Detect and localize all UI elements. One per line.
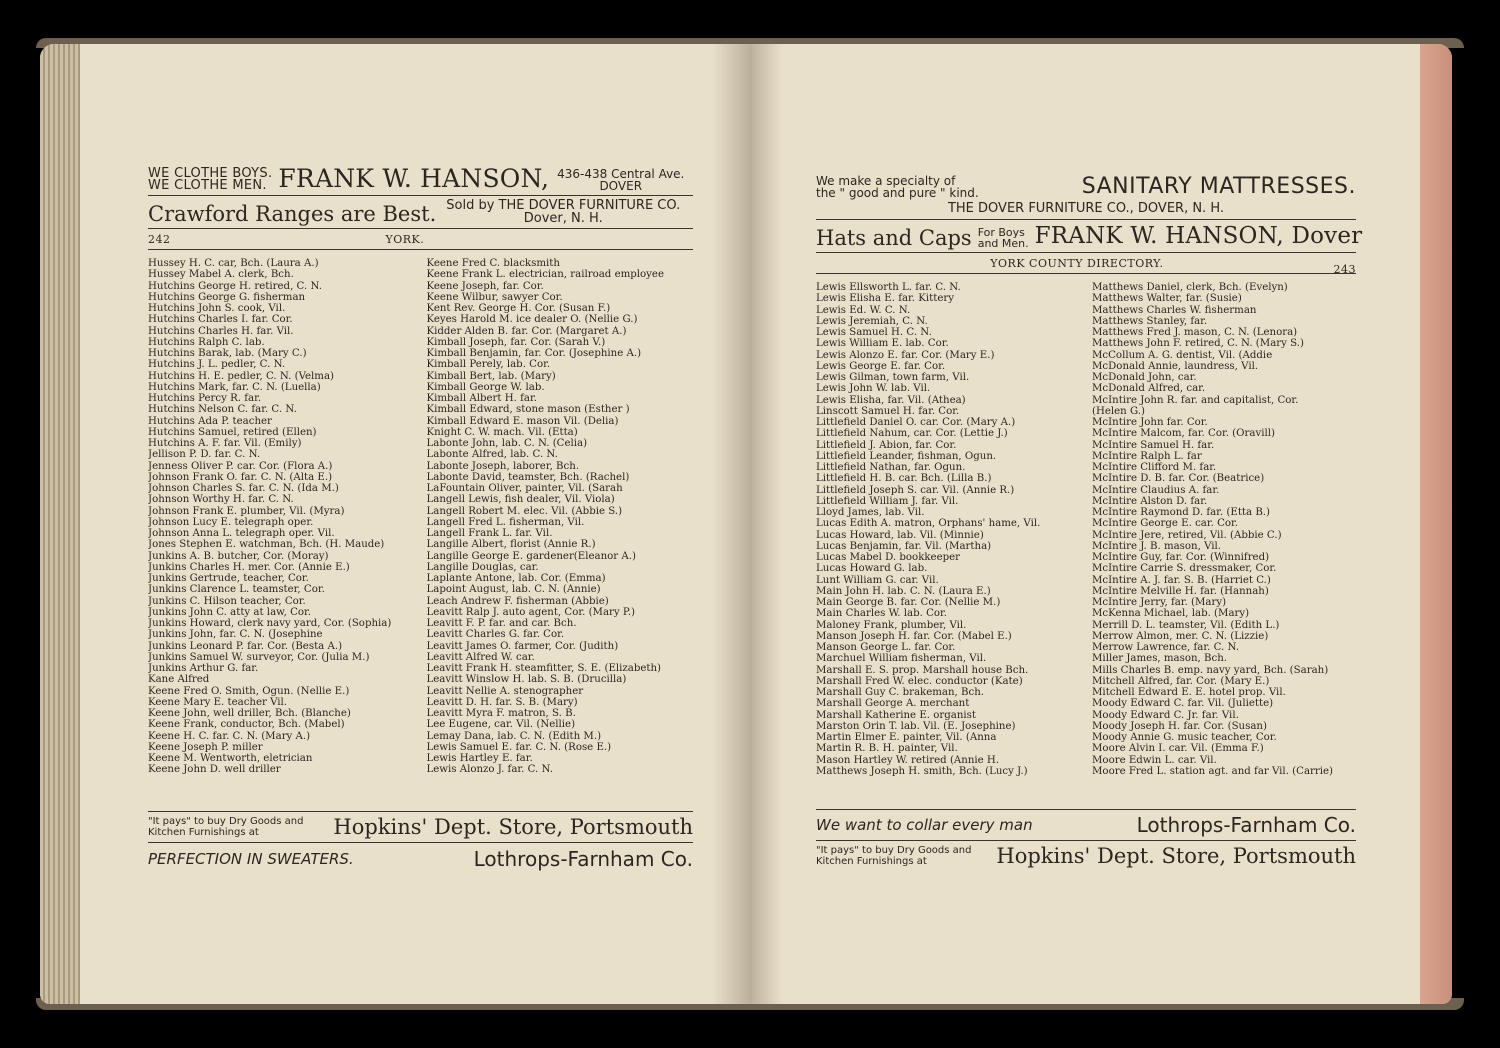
directory-entry: Labonte David, teamster, Bch. (Rachel) xyxy=(426,471,630,483)
footer-small-1: "It pays" to buy Dry Goods and xyxy=(148,816,304,827)
directory-entry: Keene H. C. far. C. N. (Mary A.) xyxy=(148,730,311,742)
directory-entry: Linscott Samuel H. far. Cor. xyxy=(816,405,960,417)
directory-entry: Lewis John W. lab. Vil. xyxy=(816,383,931,395)
directory-entry: Langell Frank L. far. Vil. xyxy=(426,528,553,539)
directory-column-1 xyxy=(148,258,415,776)
directory-entry: Marshall Katherine E. organist xyxy=(816,709,976,721)
directory-columns xyxy=(148,258,693,776)
directory-entry: Hutchins George G. fisherman xyxy=(148,291,306,303)
directory-entry: Hutchins Nelson C. far. C. N. xyxy=(148,404,297,416)
directory-column-1 xyxy=(816,282,1080,777)
ad-line-1: We make a specialty of xyxy=(816,174,956,188)
directory-entry: Kimball Bert, lab. (Mary) xyxy=(426,370,556,382)
divider xyxy=(148,811,693,812)
directory-entry: Matthews Fred J. mason, C. N. (Lenora) xyxy=(1092,327,1298,338)
directory-entry: Lewis Elisha E. far. Kittery xyxy=(816,293,954,305)
divider xyxy=(816,252,1356,253)
directory-entry: Lewis Samuel E. far. C. N. (Rose E.) xyxy=(426,741,612,753)
lothrops-ad: Lothrops-Farnham Co. xyxy=(1136,813,1356,837)
directory-entry: Keene John, well driller, Bch. (Blanche) xyxy=(148,708,351,719)
directory-entry: McIntire Claudius A. far. xyxy=(1092,484,1220,496)
divider xyxy=(816,809,1356,810)
directory-entry: Littlefield J. Abion, far. Cor. xyxy=(816,439,957,451)
directory-entry: Labonte Alfred, lab. C. N. xyxy=(426,449,558,461)
directory-entry: Hutchins Samuel, retired (Ellen) xyxy=(148,426,317,438)
directory-column-2 xyxy=(1092,282,1356,777)
directory-entry: Miller James, mason, Bch. xyxy=(1092,653,1228,665)
directory-entry: Lewis Hartley E. far. xyxy=(426,753,533,764)
hopkins-ad: Hopkins' Dept. Store, Portsmouth xyxy=(996,844,1356,868)
page-header xyxy=(148,233,693,246)
directory-entry: Kimball Benjamin, far. Cor. (Josephine A.) xyxy=(426,348,642,359)
page-edge-red xyxy=(1420,44,1452,1004)
directory-entry: Johnson Lucy E. telegraph oper. xyxy=(148,516,314,528)
directory-entry: Lewis George E. far. Cor. xyxy=(816,360,946,372)
directory-entry: Martin R. B. H. painter, Vil. xyxy=(816,743,958,755)
directory-entry: Keene M. Wentworth, eletrician xyxy=(148,753,313,764)
divider xyxy=(816,840,1356,841)
hanson-name: FRANK W. HANSON, xyxy=(278,164,550,193)
directory-entry: Junkins A. B. butcher, Cor. (Moray) xyxy=(148,550,329,562)
directory-entry: Junkins Leonard P. far. Cor. (Besta A.) xyxy=(148,640,343,652)
mattress-product: SANITARY MATTRESSES. xyxy=(1081,174,1356,199)
directory-entry: Lloyd James, lab. Vil. xyxy=(816,507,925,518)
directory-entry: Keene Mary E. teacher Vil. xyxy=(148,696,288,708)
directory-entry: Mitchell Edward E. E. hotel prop. Vil. xyxy=(1092,687,1286,698)
mattress-ad xyxy=(816,174,1356,199)
directory-entry: Hutchins Mark, far. C. N. (Luella) xyxy=(148,381,321,393)
directory-entry: Langille Albert, florist (Annie R.) xyxy=(426,539,596,551)
hats-text: Hats and Caps xyxy=(816,226,972,250)
directory-entry: Johnson Anna L. telegraph oper. Vil. xyxy=(148,528,335,539)
directory-entry: Manson George L. far. Cor. xyxy=(816,642,956,653)
directory-entry: Junkins C. Hilson teacher, Cor. xyxy=(148,595,306,607)
page-edges xyxy=(40,44,80,1004)
directory-entry: Lewis William E. lab. Cor. xyxy=(816,338,949,350)
directory-entry: McIntire Ralph L. far xyxy=(1092,450,1202,462)
footer-small-2: Kitchen Furnishings at xyxy=(148,827,259,838)
directory-entry: Jenness Oliver P. car. Cor. (Flora A.) xyxy=(148,460,333,472)
directory-entry: Merrill D. L. teamster, Vil. (Edith L.) xyxy=(1092,619,1280,631)
directory-entry: McIntire Jerry, far. (Mary) xyxy=(1092,597,1227,608)
directory-entry: Littlefield Nathan, far. Ogun. xyxy=(816,462,966,473)
directory-entry: Keene Joseph P. miller xyxy=(148,741,263,753)
directory-entry: Kimball Edward, stone mason (Esther ) xyxy=(426,404,630,416)
hanson-ad xyxy=(148,166,693,192)
directory-entry: McIntire Samuel H. far. xyxy=(1092,439,1215,451)
spine-shadow xyxy=(752,44,782,1004)
directory-entry: Matthews Stanley, far. xyxy=(1092,315,1208,327)
directory-entry: Lucas Howard, lab. Vil. (Minnie) xyxy=(816,529,984,541)
directory-entry: McIntire Alston D. far. xyxy=(1092,495,1208,507)
directory-entry: Mitchell Alfred, far. Cor. (Mary E.) xyxy=(1092,675,1270,687)
hanson-address: 436-438 Central Ave. xyxy=(557,167,685,181)
directory-entry: McIntire John far. Cor. xyxy=(1092,417,1208,428)
directory-entry: Marshall George A. merchant xyxy=(816,698,970,710)
left-page xyxy=(40,44,752,1004)
directory-entry: Littlefield William J. far. Vil. xyxy=(816,495,959,507)
directory-entry: Lapoint August, lab. C. N. (Annie) xyxy=(426,584,601,596)
running-head: YORK COUNTY DIRECTORY. xyxy=(990,257,1164,270)
page-header xyxy=(816,257,1356,276)
directory-entry: McDonald John, car. xyxy=(1092,372,1197,383)
directory-entry: Matthews Walter, far. (Susie) xyxy=(1092,293,1242,305)
directory-entry: Lewis Samuel H. C. N. xyxy=(816,327,932,338)
sold-by: Sold by THE DOVER FURNITURE CO. xyxy=(446,198,681,213)
directory-entry: Manson Joseph H. far. Cor. (Mabel E.) xyxy=(816,630,1012,642)
page-number: 242 xyxy=(148,233,171,246)
directory-entry: Junkins Charles H. mer. Cor. (Annie E.) xyxy=(148,561,350,573)
directory-entry: Kimball George W. lab. xyxy=(426,381,545,393)
directory-entry: Matthews Daniel, clerk, Bch. (Evelyn) xyxy=(1092,282,1288,293)
collar-slogan: We want to collar every man xyxy=(816,816,1033,834)
left-footer xyxy=(148,808,693,871)
directory-entry: Hutchins George H. retired, C. N. xyxy=(148,280,322,292)
directory-entry: Mason Hartley W. retired (Annie H. xyxy=(816,754,1000,766)
divider xyxy=(148,249,693,250)
directory-entry: Kimball Albert H. far. xyxy=(426,393,537,404)
hanson-dover: FRANK W. HANSON, Dover xyxy=(1034,223,1363,249)
mattress-company: THE DOVER FURNITURE CO., DOVER, N. H. xyxy=(947,201,1225,216)
directory-entry: Johnson Charles S. far. C. N. (Ida M.) xyxy=(148,483,339,494)
directory-entry: Hutchins H. E. pedler, C. N. (Velma) xyxy=(148,370,334,382)
directory-entry: McIntire Jere, retired, Vil. (Abbie C.) xyxy=(1092,529,1282,541)
directory-entry: Hutchins Barak, lab. (Mary C.) xyxy=(148,348,307,359)
directory-columns xyxy=(816,282,1356,777)
directory-entry: Keene Fred O. Smith, Ogun. (Nellie E.) xyxy=(148,685,350,697)
directory-entry: Mills Charles B. emp. navy yard, Bch. (Sarah) xyxy=(1092,664,1329,676)
directory-entry: McIntire Clifford M. far. xyxy=(1092,462,1217,473)
directory-entry: Keene Frank L. electrician, railroad employee xyxy=(426,269,664,281)
sold-by-city: Dover, N. H. xyxy=(523,211,603,226)
directory-entry: Leavitt Winslow H. lab. S. B. (Drucilla) xyxy=(426,674,627,686)
directory-entry: Kidder Alden B. far. Cor. (Margaret A.) xyxy=(426,325,627,337)
directory-entry: Junkins John C. atty at law, Cor. xyxy=(148,606,312,618)
directory-entry: McDonald Annie, laundress, Vil. xyxy=(1092,360,1259,372)
directory-entry: Hutchins Ada P. teacher xyxy=(148,415,272,427)
ad-line-2: WE CLOTHE MEN. xyxy=(148,178,267,193)
directory-entry: McIntire J. B. mason, Vil. xyxy=(1092,540,1222,552)
divider xyxy=(148,228,693,229)
running-head: YORK. xyxy=(385,233,425,246)
directory-entry: Littlefield Leander, fishman, Ogun. xyxy=(816,450,997,462)
directory-entry: Keene Frank, conductor, Bch. (Mabel) xyxy=(148,719,345,731)
directory-entry: Langille George E. gardener(Eleanor A.) xyxy=(426,550,636,562)
directory-entry: Leavitt James O. farmer, Cor. (Judith) xyxy=(426,640,619,652)
directory-entry: McIntire Guy, far. Cor. (Winnifred) xyxy=(1092,552,1270,563)
directory-entry: Martin Elmer E. painter, Vil. (Anna xyxy=(816,732,997,743)
directory-entry: Kimball Joseph, far. Cor. (Sarah V.) xyxy=(426,336,606,348)
directory-entry: Leavitt Nellie A. stenographer xyxy=(426,685,584,697)
directory-entry: Hutchins Percy R. far. xyxy=(148,393,262,404)
hopkins-ad: Hopkins' Dept. Store, Portsmouth xyxy=(333,815,693,839)
directory-entry: Littlefield H. B. car. Bch. (Lilla B.) xyxy=(816,473,992,485)
directory-entry: Moore Alvin I. car. Vil. (Emma F.) xyxy=(1092,743,1264,755)
directory-entry: Leavitt Myra F. matron, S. B. xyxy=(426,708,576,719)
directory-entry: Kimball Perely, lab. Cor. xyxy=(426,359,551,371)
directory-entry: Lewis Ellsworth L. far. C. N. xyxy=(816,282,961,293)
directory-entry: LaFountain Oliver, painter, Vil. (Sarah xyxy=(426,483,623,494)
directory-entry: Kane Alfred xyxy=(148,674,210,686)
directory-entry: Merrow Lawrence, far. C. N. xyxy=(1092,642,1239,653)
directory-entry: McKenna Michael, lab. (Mary) xyxy=(1092,608,1250,620)
directory-entry: Lunt William G. car. Vil. xyxy=(816,574,939,586)
footer-small-2: Kitchen Furnishings at xyxy=(816,856,927,867)
directory-entry: Marshall Guy C. brakeman, Bch. xyxy=(816,687,985,698)
directory-column-2 xyxy=(427,258,694,776)
for-boys: For Boys xyxy=(977,226,1025,239)
directory-entry: Hutchins Charles H. far. Vil. xyxy=(148,325,294,337)
directory-entry: Kent Rev. George H. Cor. (Susan F.) xyxy=(426,303,611,314)
directory-entry: Hutchins A. F. far. Vil. (Emily) xyxy=(148,438,302,449)
directory-entry: Leavitt Ralp J. auto agent, Cor. (Mary P.) xyxy=(426,606,635,618)
directory-entry: Keene John D. well driller xyxy=(148,764,281,776)
directory-entry: McDonald Alfred, car. xyxy=(1092,383,1206,395)
directory-entry: (Helen G.) xyxy=(1092,405,1145,417)
directory-entry: Lemay Dana, lab. C. N. (Edith M.) xyxy=(426,730,602,742)
left-page-content xyxy=(148,166,693,776)
directory-entry: Lewis Alonzo J. far. C. N. xyxy=(426,764,554,776)
ad-line-1: WE CLOTHE BOYS. xyxy=(148,166,273,181)
right-page xyxy=(752,44,1452,1004)
directory-entry: McIntire George E. car. Cor. xyxy=(1092,518,1239,530)
directory-entry: Johnson Frank O. far. C. N. (Alta E.) xyxy=(148,471,333,483)
directory-entry: Matthews Joseph H. smith, Bch. (Lucy J.) xyxy=(816,765,1028,777)
directory-entry: Hussey H. C. car, Bch. (Laura A.) xyxy=(148,258,319,269)
directory-entry: Hutchins Charles I. far. Cor. xyxy=(148,314,293,326)
directory-entry: Junkins Samuel W. surveyor, Cor. (Julia M.) xyxy=(148,651,370,663)
directory-entry: Lee Eugene, car. Vil. (Nellie) xyxy=(426,719,576,731)
directory-entry: Lucas Mabel D. bookkeeper xyxy=(816,552,961,563)
directory-entry: Langell Lewis, fish dealer, Vil. Viola) xyxy=(426,494,615,506)
directory-entry: Lewis Alonzo E. far. Cor. (Mary E.) xyxy=(816,349,995,361)
directory-entry: Junkins Arthur G. far. xyxy=(148,663,259,674)
directory-entry: Merrow Almon, mer. C. N. (Lizzie) xyxy=(1092,630,1269,642)
directory-entry: Matthews Charles W. fisherman xyxy=(1092,304,1257,316)
directory-entry: Junkins Howard, clerk navy yard, Cor. (Sophia) xyxy=(148,618,392,629)
directory-entry: Labonte John, lab. C. N. (Celia) xyxy=(426,438,588,449)
directory-entry: Marchuel William fisherman, Vil. xyxy=(816,653,987,665)
directory-entry: Hutchins J. L. pedler, C. N. xyxy=(148,359,286,371)
directory-entry: Labonte Joseph, laborer, Bch. xyxy=(426,460,580,472)
directory-entry: Hussey Mabel A. clerk, Bch. xyxy=(148,269,294,281)
directory-entry: Kimball Edward E. mason Vil. (Delia) xyxy=(426,415,619,427)
directory-entry: Johnson Frank E. plumber, Vil. (Myra) xyxy=(148,505,345,517)
directory-entry: McIntire A. J. far. S. B. (Harriet C.) xyxy=(1092,574,1271,586)
right-footer xyxy=(816,806,1356,868)
directory-entry: Keene Fred C. blacksmith xyxy=(426,258,560,269)
directory-entry: Main Charles W. lab. Cor. xyxy=(816,608,948,620)
directory-entry: Marshall Fred W. elec. conductor (Kate) xyxy=(816,675,1023,687)
directory-entry: Littlefield Nahum, car. Cor. (Lettie J.) xyxy=(816,428,1008,440)
directory-entry: Maloney Frank, plumber, Vil. xyxy=(816,619,967,631)
directory-entry: Leavitt F. P. far. and car. Bch. xyxy=(426,618,577,629)
directory-entry: Moody Edward C. Jr. far. Vil. xyxy=(1092,709,1239,721)
directory-entry: McIntire D. B. far. Cor. (Beatrice) xyxy=(1092,473,1265,485)
directory-entry: Moody Edward C. far. Vil. (Juliette) xyxy=(1092,698,1274,710)
directory-entry: Marston Orin T. lab. Vil. (E. Josephine) xyxy=(816,720,1016,732)
directory-entry: Keene Wilbur, sawyer Cor. xyxy=(426,291,563,303)
directory-entry: McIntire Raymond D. far. (Etta B.) xyxy=(1092,507,1271,518)
directory-entry: Lewis Ed. W. C. N. xyxy=(816,304,911,316)
directory-entry: Lewis Jeremiah, C. N. xyxy=(816,315,928,327)
directory-entry: Langell Fred L. fisherman, Vil. xyxy=(426,516,585,528)
directory-entry: Leavitt Alfred W. car. xyxy=(426,651,535,663)
directory-entry: Junkins Gertrude, teacher, Cor. xyxy=(148,573,309,584)
right-page-content xyxy=(816,174,1363,777)
hats-ad xyxy=(816,223,1363,250)
directory-entry: Lewis Gilman, town farm, Vil. xyxy=(816,372,970,383)
directory-entry: McIntire John R. far. and capitalist, Cor. xyxy=(1092,394,1299,406)
lothrops-ad: Lothrops-Farnham Co. xyxy=(473,847,693,871)
directory-entry: Keene Joseph, far. Cor. xyxy=(426,280,544,292)
directory-entry: McIntire Melville H. far. (Hannah) xyxy=(1092,585,1269,597)
directory-entry: Knight C. W. mach. Vil. (Etta) xyxy=(426,426,578,438)
directory-entry: Leavitt D. H. far. S. B. (Mary) xyxy=(426,696,578,708)
directory-entry: Jellison P. D. far. C. N. xyxy=(148,449,261,461)
directory-entry: Hutchins Ralph C. lab. xyxy=(148,336,265,348)
footer-small-1: "It pays" to buy Dry Goods and xyxy=(816,845,972,856)
directory-entry: Littlefield Joseph S. car. Vil. (Annie R.) xyxy=(816,484,1015,496)
directory-entry: Moody Annie G. music teacher, Cor. xyxy=(1092,732,1277,743)
divider xyxy=(148,195,693,196)
divider xyxy=(816,219,1356,220)
hanson-city: DOVER xyxy=(599,179,643,193)
directory-entry: Laplante Antone, lab. Cor. (Emma) xyxy=(426,573,606,584)
directory-entry: McIntire Malcom, far. Cor. (Oravill) xyxy=(1092,428,1275,440)
for-men: and Men. xyxy=(977,237,1029,250)
directory-entry: Moody Joseph H. far. Cor. (Susan) xyxy=(1092,720,1267,732)
directory-entry: Moore Edwin L. car. Vil. xyxy=(1092,754,1217,766)
directory-entry: Matthews John F. retired, C. N. (Mary S.) xyxy=(1092,338,1304,350)
directory-entry: Keyes Harold M. ice dealer O. (Nellie G.) xyxy=(426,314,638,326)
divider xyxy=(816,273,1356,274)
directory-entry: Moore Fred L. station agt. and far Vil. (Carrie) xyxy=(1092,765,1334,777)
directory-entry: Langille Douglas, car. xyxy=(426,561,539,573)
directory-entry: Littlefield Daniel O. car. Cor. (Mary A.) xyxy=(816,417,1016,428)
directory-entry: Junkins Clarence L. teamster, Cor. xyxy=(148,584,325,596)
crawford-text: Crawford Ranges are Best. xyxy=(148,202,437,226)
directory-entry: Lucas Edith A. matron, Orphans' hame, Vil. xyxy=(816,518,1041,530)
directory-entry: Lucas Benjamin, far. Vil. (Martha) xyxy=(816,540,992,552)
directory-entry: Langell Robert M. elec. Vil. (Abbie S.) xyxy=(426,505,623,517)
directory-entry: Leavitt Charles G. far. Cor. xyxy=(426,629,565,641)
directory-entry: Lucas Howard G. lab. xyxy=(816,563,928,575)
crawford-ad xyxy=(148,199,693,225)
directory-entry: Main John H. lab. C. N. (Laura E.) xyxy=(816,585,991,597)
directory-entry: Johnson Worthy H. far. C. N. xyxy=(148,494,294,506)
divider xyxy=(148,842,693,843)
page-number: 243 xyxy=(1333,263,1356,276)
directory-entry: Marshall E. S. prop. Marshall house Bch. xyxy=(816,664,1029,676)
directory-entry: McIntire Carrie S. dressmaker, Cor. xyxy=(1092,563,1277,575)
sweaters-slogan: PERFECTION IN SWEATERS. xyxy=(148,850,354,868)
directory-entry: McCollum A. G. dentist, Vil. (Addie xyxy=(1092,349,1273,361)
directory-entry: Hutchins John S. cook, Vil. xyxy=(148,303,286,314)
spine-shadow xyxy=(712,44,752,1004)
directory-entry: Jones Stephen E. watchman, Bch. (H. Maude) xyxy=(148,539,385,551)
ad-line-2: the " good and pure " kind. xyxy=(816,186,979,200)
directory-entry: Junkins John, far. C. N. (Josephine xyxy=(148,629,323,641)
directory-entry: Leach Andrew F. fisherman (Abbie) xyxy=(426,595,609,607)
directory-entry: Leavitt Frank H. steamfitter, S. E. (Elizabeth) xyxy=(426,663,662,674)
directory-entry: Main George B. far. Cor. (Nellie M.) xyxy=(816,597,1001,608)
directory-entry: Lewis Elisha, far. Vil. (Athea) xyxy=(816,394,966,406)
